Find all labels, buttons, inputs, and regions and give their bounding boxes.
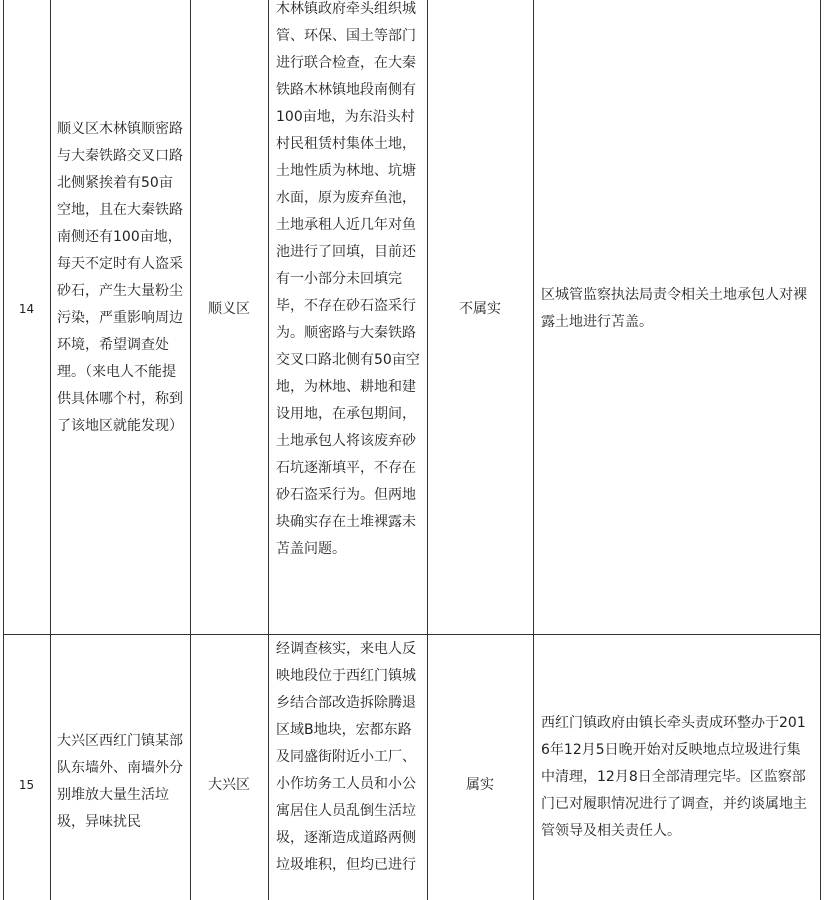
row-divider — [3, 634, 820, 635]
district-name: 大兴区 — [208, 777, 250, 793]
complaint-text: 大兴区西红门镇某部队东墙外、南墙外分别堆放大量生活垃圾，异味扰民 — [57, 733, 183, 830]
column-divider — [50, 0, 51, 900]
district-name: 顺义区 — [208, 301, 250, 317]
investigation-text: 经调查核实，来电人反映地段位于西红门镇城乡结合部改造拆除腾退区域B地块，宏都东路及同盛街附近小工厂、小作坊务工人员和小公寓居住人员乱倒生活垃圾，逐渐造成道路两侧垃圾堆积，但均已进行 — [276, 641, 416, 873]
verdict-text: 不属实 — [459, 301, 501, 317]
column-divider — [427, 0, 428, 900]
row-number: 14 — [18, 302, 35, 316]
table-border-right — [820, 0, 821, 900]
action-text: 区城管监察执法局责令相关土地承包人对裸露土地进行苫盖。 — [541, 287, 807, 330]
column-divider — [268, 0, 269, 900]
investigation-text: 木林镇政府牵头组织城管、环保、国土等部门进行联合检查，在大秦铁路木林镇地段南侧有100亩地，为东沿头村村民租赁村集体土地，土地性质为林地、坑塘水面，原为废弃鱼池，土地承租人近几年对鱼池进行了回填，目前还有一小部分未回填完毕，不存在砂石盗采行为。顺密路与大秦铁路交叉口路北侧有50亩空地，为林地、耕地和建设用地，在承包期间，土地承包人将该废弃砂石坑逐渐填平，不存在砂石盗采行为。但两地块确实存在土堆裸露未苫盖问题。 — [276, 1, 420, 557]
table-border-left — [3, 0, 4, 900]
column-divider — [533, 0, 534, 900]
complaint-text: 顺义区木林镇顺密路与大秦铁路交叉口路北侧紧挨着有50亩空地，且在大秦铁路南侧还有100亩地，每天不定时有人盗采砂石，产生大量粉尘污染，严重影响周边环境，希望调查处理。（来电人不能提供具体哪个村，称到了该地区就能发现） — [57, 121, 183, 434]
action-text: 西红门镇政府由镇长牵头责成环整办于2016年12月5日晚开始对反映地点垃圾进行集中清理，12月8日全部清理完毕。区监察部门已对履职情况进行了调查，并约谈属地主管领导及相关责任人。 — [541, 715, 807, 839]
column-divider — [190, 0, 191, 900]
row-number: 15 — [18, 778, 35, 792]
verdict-text: 属实 — [466, 777, 494, 793]
